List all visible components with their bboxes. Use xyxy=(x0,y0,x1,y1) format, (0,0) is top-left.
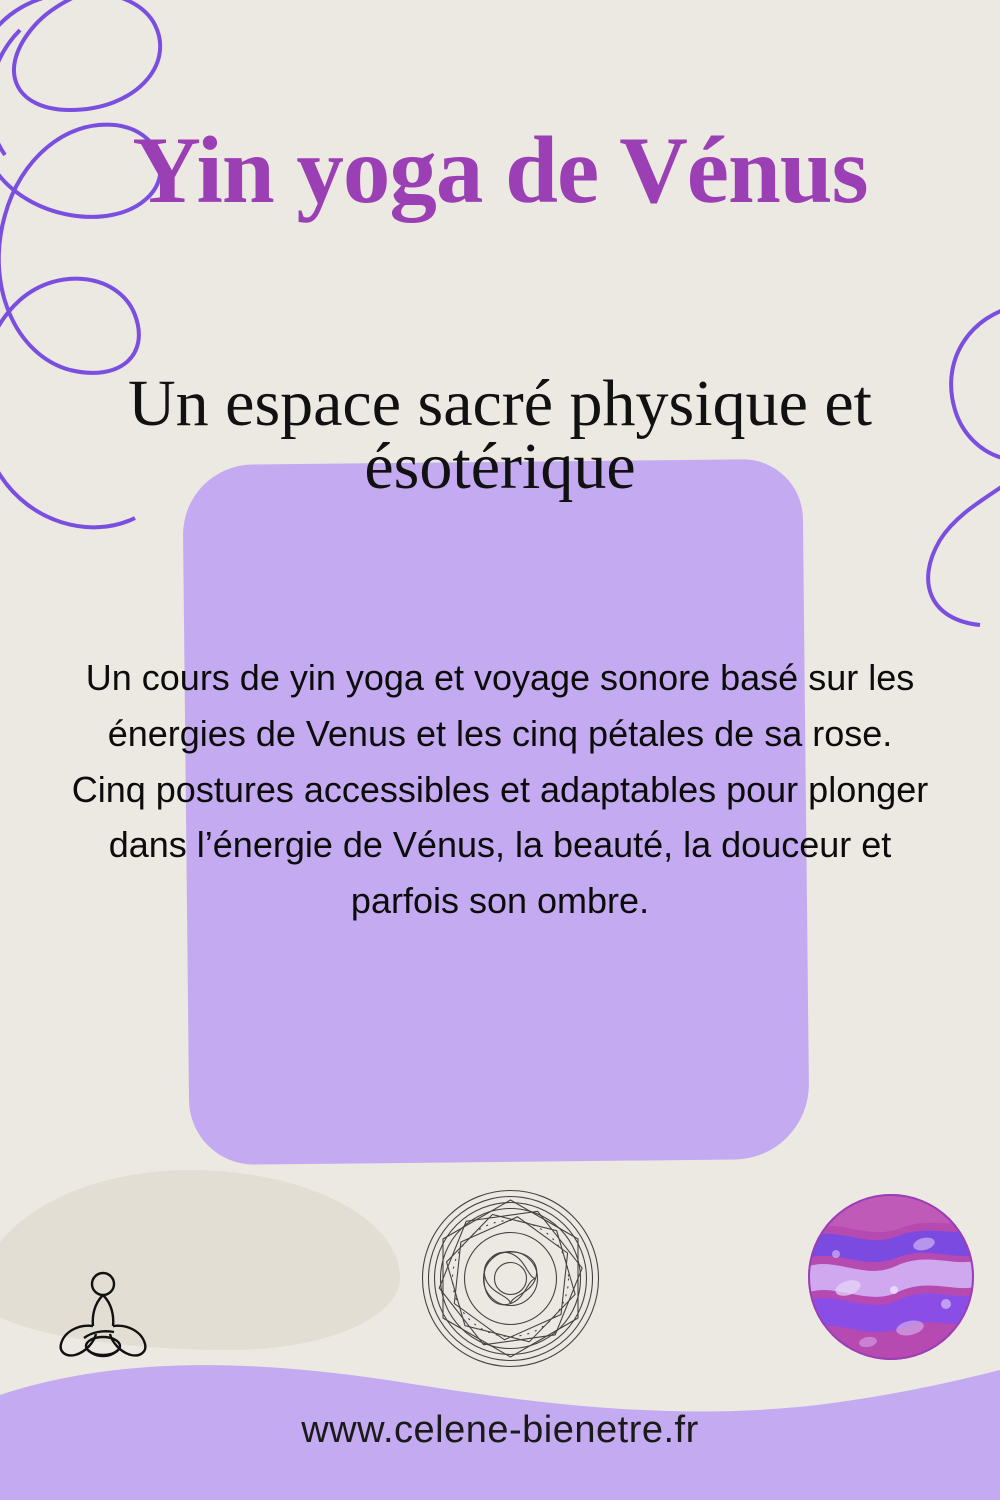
website-url[interactable]: www.celene-bienetre.fr xyxy=(301,1409,699,1451)
page-subtitle: Un espace sacré physique et ésotérique xyxy=(127,367,872,504)
description-paragraph-2: Cinq postures accessibles et adaptables pour plonger dans l’énergie de Vénus, la beauté, la douceur et parfois son ombre. xyxy=(71,768,929,922)
lotus-meditation-icon xyxy=(48,1262,158,1372)
description-block xyxy=(60,650,940,929)
page-title: Yin yoga de Vénus xyxy=(132,117,868,223)
mandala-geometry-icon xyxy=(418,1186,603,1371)
venus-planet-icon xyxy=(806,1192,976,1362)
description-paragraph-1: Un cours de yin yoga et voyage sonore basé sur les énergies de Venus et les cinq pétales de sa rose. xyxy=(85,657,915,754)
